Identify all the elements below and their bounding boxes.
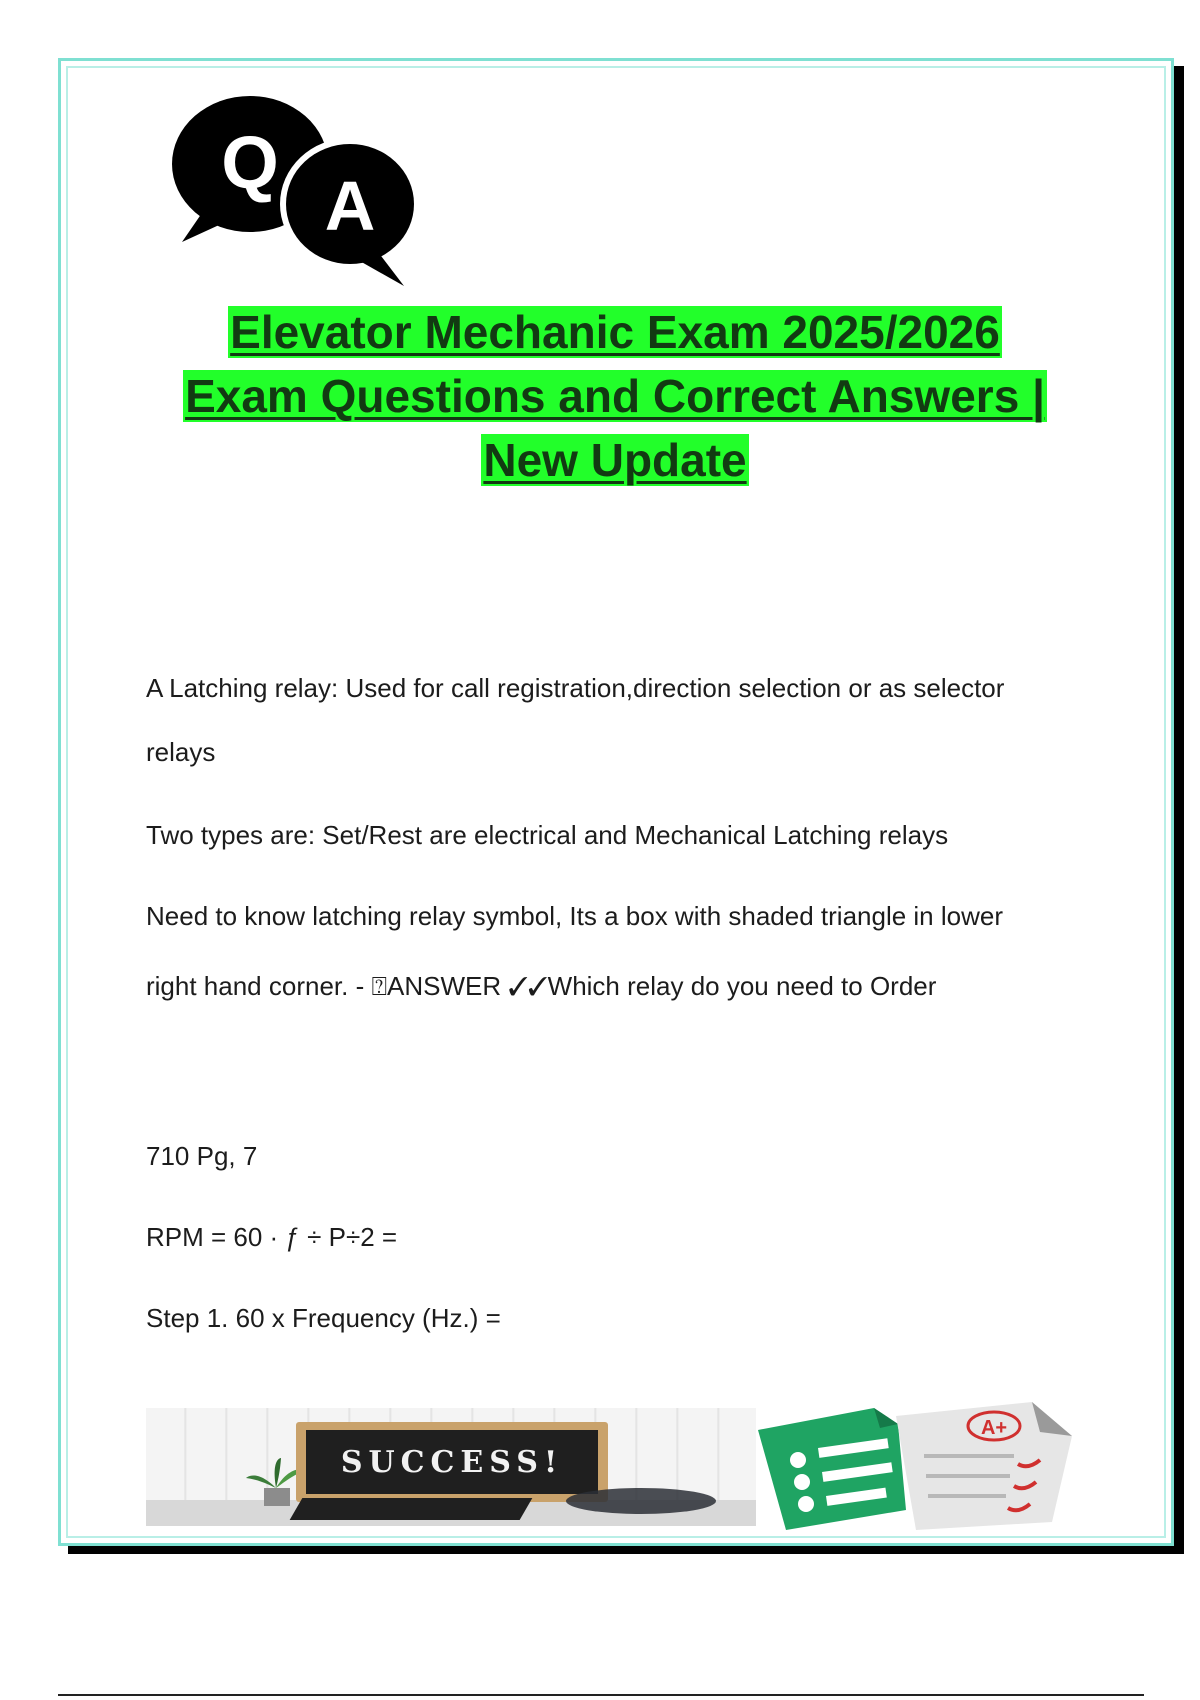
tablet-icon xyxy=(290,1498,533,1520)
spreadsheet-icon xyxy=(758,1408,906,1530)
paragraph-3-line-2: right hand corner. - ⍰ANSWER ✓✓Which relay do you need to Order xyxy=(146,971,937,1001)
logo-letter-q: Q xyxy=(221,121,279,204)
document-title xyxy=(120,300,1110,492)
title-line-2: Exam Questions and Correct Answers | xyxy=(185,370,1045,422)
logo-letter-a: A xyxy=(324,167,376,245)
grade-badge: A+ xyxy=(980,1417,1008,1439)
paragraph-3-line-1: Need to know latching relay symbol, Its a box with shaded triangle in lower xyxy=(146,901,1003,931)
success-chalkboard-image xyxy=(146,1408,756,1526)
step-1: Step 1. 60 x Frequency (Hz.) = xyxy=(146,1303,501,1333)
glasses-icon xyxy=(566,1488,716,1514)
paragraph-1-line-1: A Latching relay: Used for call registration,direction selection or as selector xyxy=(146,673,1005,703)
chalkboard xyxy=(296,1422,608,1502)
paragraph-2: Two types are: Set/Rest are electrical and Mechanical Latching relays xyxy=(146,820,949,850)
rpm-formula: RPM = 60 · ƒ ÷ P÷2 = xyxy=(146,1222,398,1252)
qa-speech-bubbles-icon xyxy=(172,92,432,292)
title-line-3: New Update xyxy=(483,434,747,486)
title-line-1: Elevator Mechanic Exam 2025/2026 xyxy=(230,306,1000,358)
graded-paper-icon xyxy=(756,1402,1096,1532)
paragraph-1-line-2: relays xyxy=(146,737,216,767)
chalkboard-text: SUCCESS! xyxy=(340,1444,564,1480)
a-bubble xyxy=(280,138,420,286)
graded-paper xyxy=(896,1402,1072,1530)
page-reference: 710 Pg, 7 xyxy=(146,1141,258,1171)
footer-rule xyxy=(58,1694,1144,1696)
